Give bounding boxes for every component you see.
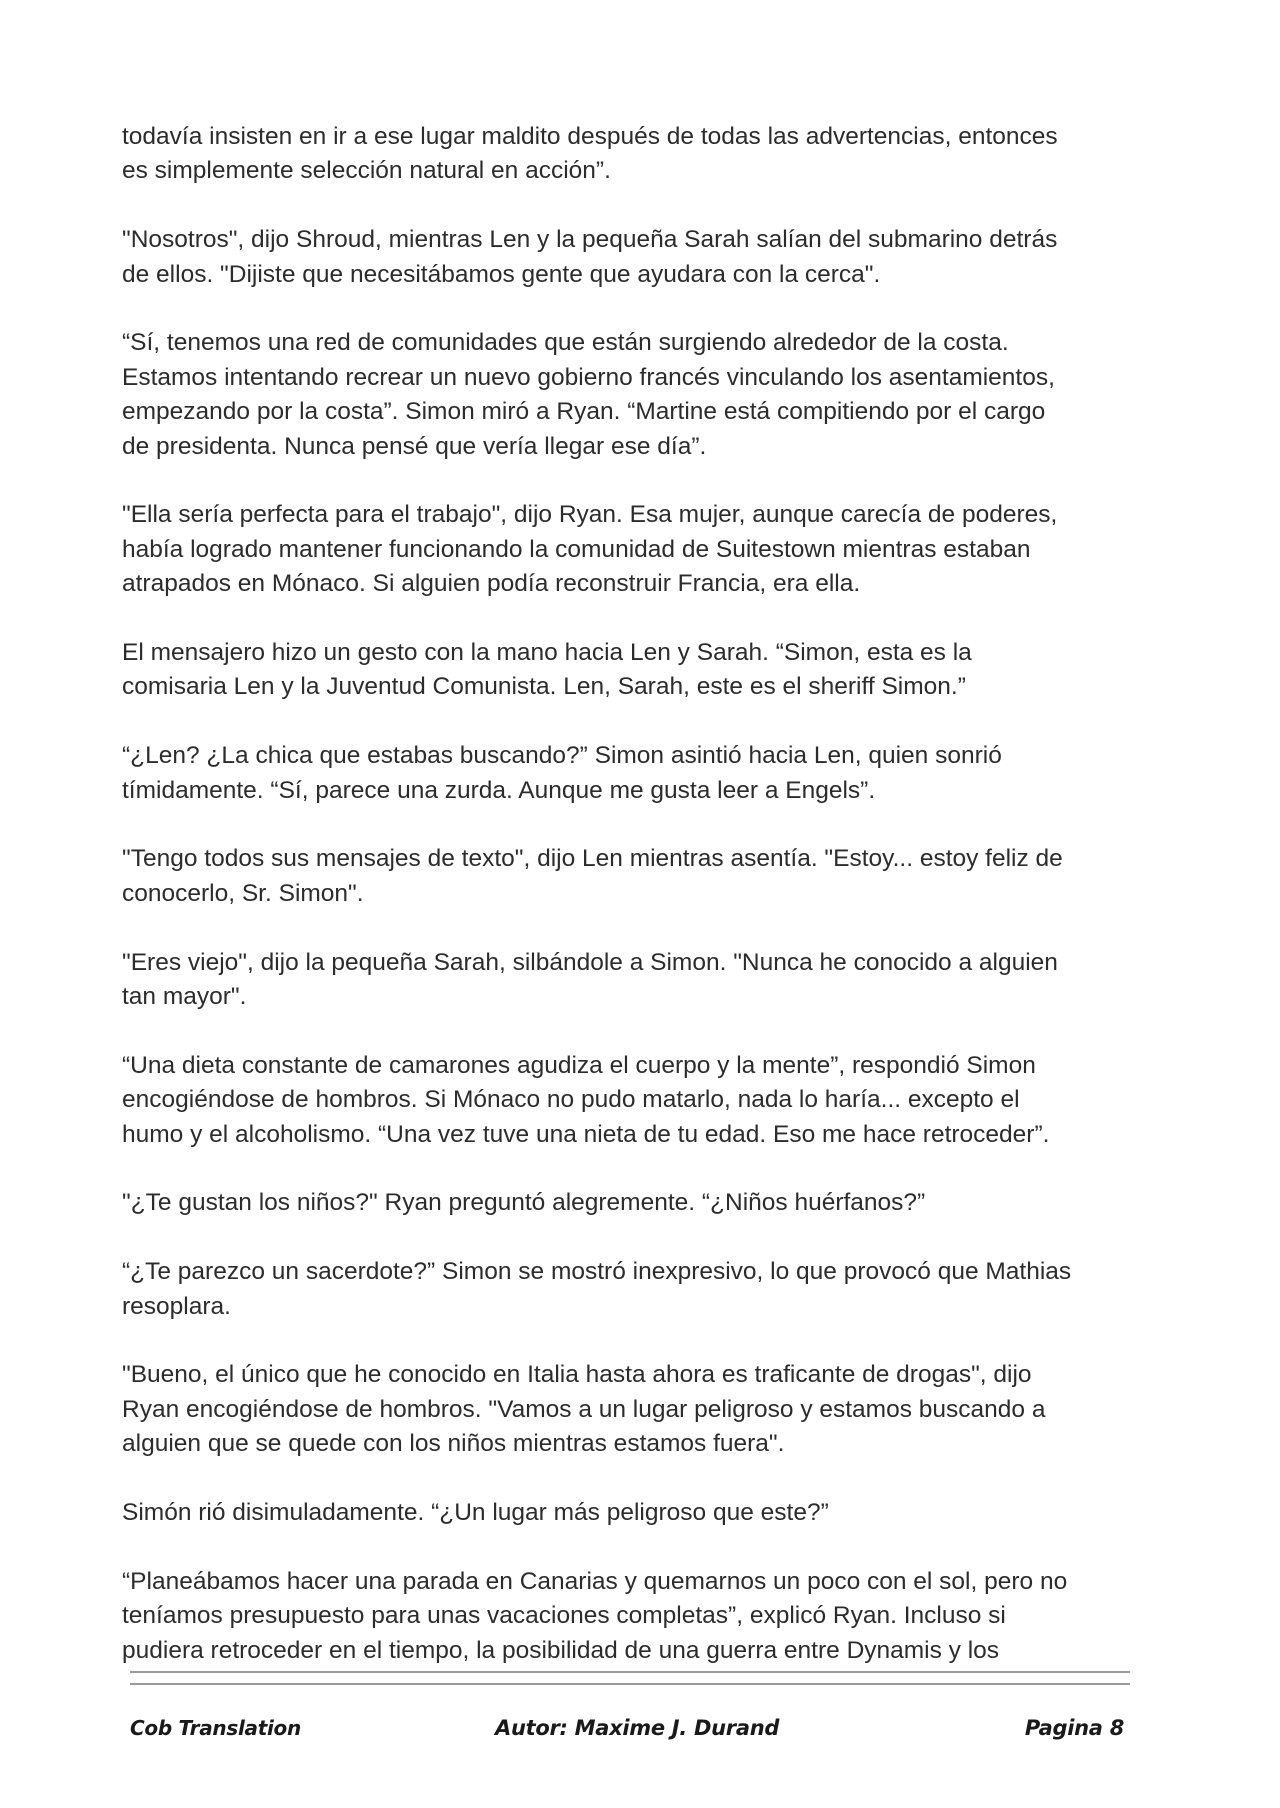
footer-divider-top xyxy=(130,1671,1130,1673)
footer-translator: Cob Translation xyxy=(130,1716,301,1740)
paragraph: "Ella sería perfecta para el trabajo", dijo Ryan. Esa mujer, aunque carecía de poderes, había logrado mantener funcionando la comunidad de Suitestown mientras estaban atrapados en Mónaco. Si alguien podía reconstruir Francia, era ella. xyxy=(122,501,1058,598)
paragraph: "¿Te gustan los niños?" Ryan preguntó alegremente. “¿Niños huérfanos?” xyxy=(122,1189,926,1217)
paragraph: “Sí, tenemos una red de comunidades que están surgiendo alrededor de la costa. Estamos intentando recrear un nuevo gobierno francés vinculando los asentamientos, empezando por la costa”. Simon miró a Ryan. “Martine está compitiendo por el cargo de presidenta. Nunca pensé que vería llegar ese día”. xyxy=(122,329,1055,460)
paragraph: todavía insisten en ir a ese lugar maldito después de todas las advertencias, entonces es simplemente selección natural en acción”. xyxy=(122,123,1058,185)
paragraph: “Planeábamos hacer una parada en Canarias y quemarnos un poco con el sol, pero no teníamos presupuesto para unas vacaciones completas”, explicó Ryan. Incluso si pudiera retroceder en el tiempo, la posibilidad de una guerra entre Dynamis y los xyxy=(122,1567,1068,1664)
paragraph: "Bueno, el único que he conocido en Italia hasta ahora es traficante de drogas", dijo Ryan encogiéndose de hombros. "Vamos a un lugar peligroso y estamos buscando a alguien que se quede con los niños mientras estamos fuera". xyxy=(122,1361,1046,1458)
paragraph: “¿Len? ¿La chica que estabas buscando?” Simon asintió hacia Len, quien sonrió tímidamente. “Sí, parece una zurda. Aunque me gusta leer a Engels”. xyxy=(122,742,1002,804)
paragraph: Simón rió disimuladamente. “¿Un lugar más peligroso que este?” xyxy=(122,1499,829,1527)
footer-divider-bottom xyxy=(130,1683,1130,1685)
paragraph: "Eres viejo", dijo la pequeña Sarah, silbándole a Simon. "Nunca he conocido a alguien tan mayor". xyxy=(122,948,1058,1011)
footer-author: Autor: Maxime J. Durand xyxy=(495,1716,780,1740)
paragraph: "Nosotros", dijo Shroud, mientras Len y la pequeña Sarah salían del submarino detrás de ellos. "Dijiste que necesitábamos gente que ayudara con la cerca". xyxy=(122,226,1058,288)
paragraph: El mensajero hizo un gesto con la mano hacia Len y Sarah. “Simon, esta es la comisaria Len y la Juventud Comunista. Len, Sarah, este es el sheriff Simon.” xyxy=(122,639,972,701)
paragraph: "Tengo todos sus mensajes de texto", dijo Len mientras asentía. "Estoy... estoy feliz de conocerlo, Sr. Simon". xyxy=(122,845,1063,907)
paragraph: “¿Te parezco un sacerdote?” Simon se mostró inexpresivo, lo que provocó que Mathias resoplara. xyxy=(122,1258,1072,1320)
paragraph: “Una dieta constante de camarones agudiza el cuerpo y la mente”, respondió Simon encogiéndose de hombros. Si Mónaco no pudo matarlo, nada lo haría... excepto el humo y el alcoholismo. “Una vez tuve una nieta de tu edad. Eso me hace retroceder”. xyxy=(122,1051,1050,1148)
body-text xyxy=(122,120,1132,1668)
footer-page-number: Pagina 8 xyxy=(1024,1716,1124,1740)
